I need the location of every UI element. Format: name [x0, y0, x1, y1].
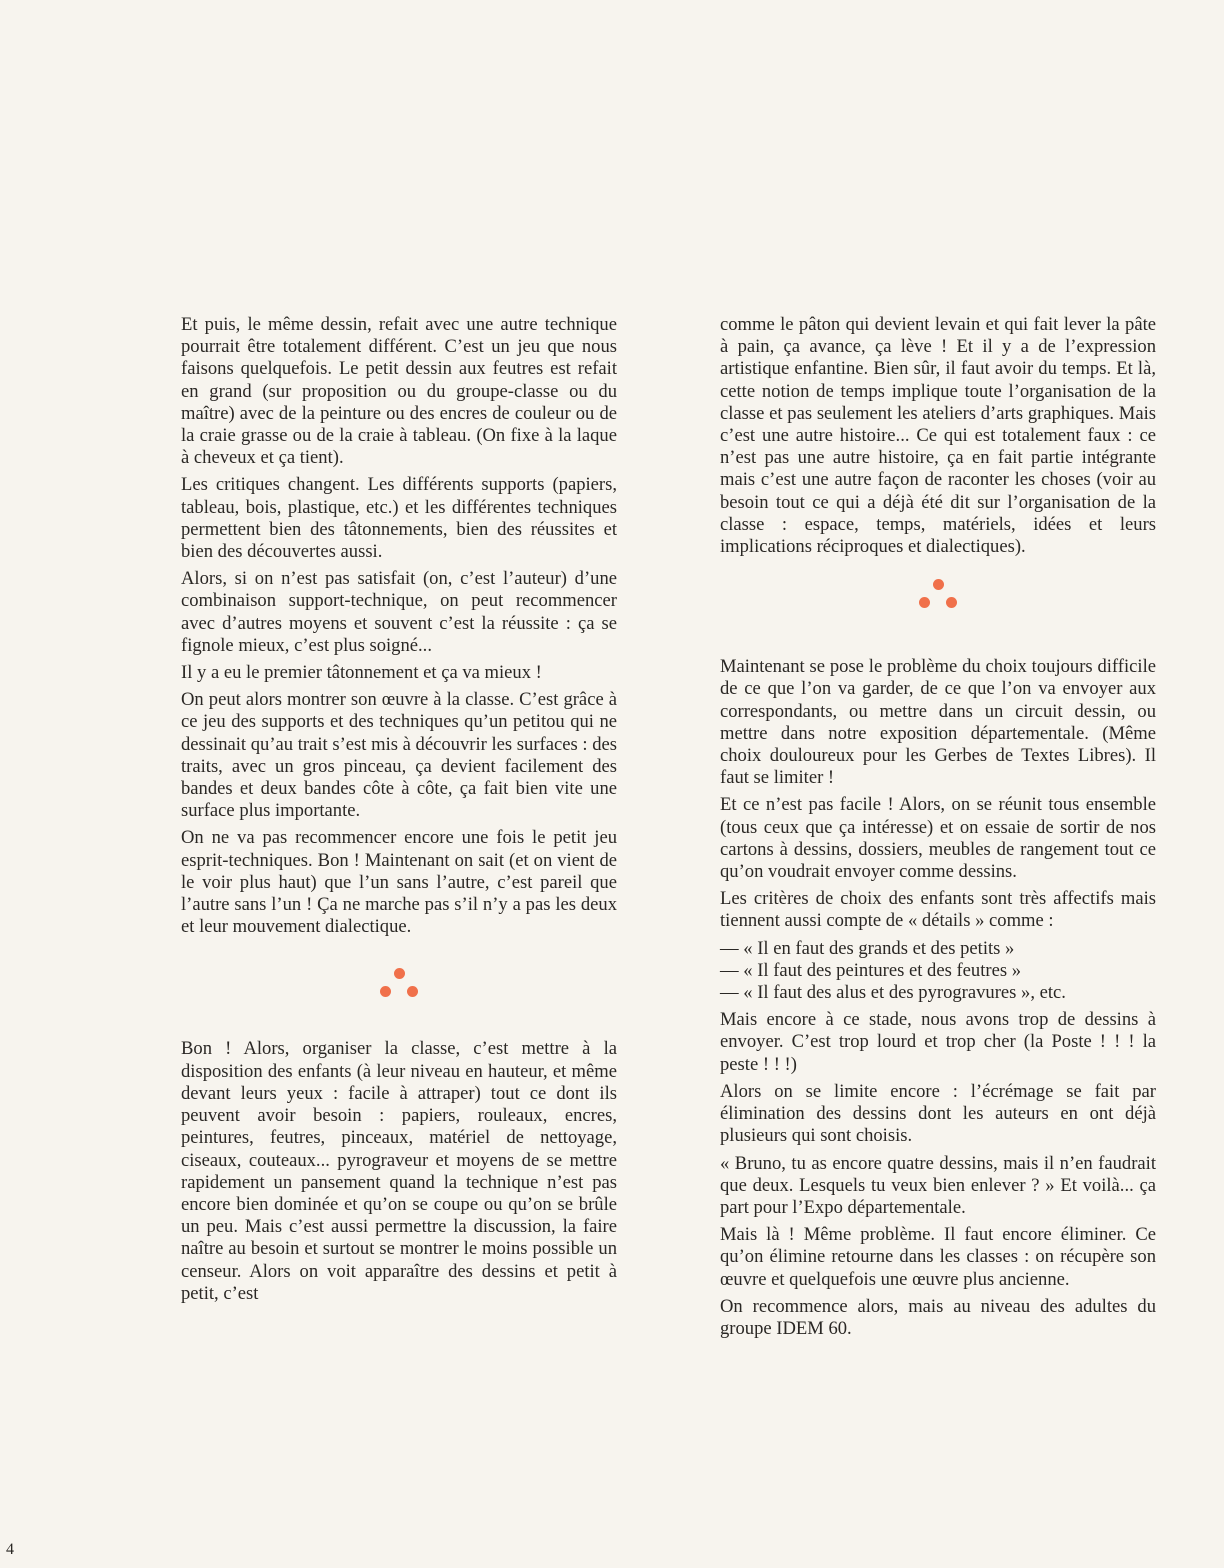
paragraph: Les critères de choix des enfants sont très affectifs mais tiennent aussi compte de « détails » comme : [720, 888, 1156, 932]
paragraph: « Bruno, tu as encore quatre dessins, mais il n’en faudrait que deux. Lesquels tu veux bien enlever ? » Et voilà... ça part pour l’Expo départementale. [720, 1152, 1156, 1218]
page-number: 4 [6, 1541, 14, 1558]
right-column [720, 314, 1156, 1345]
dot-icon [380, 986, 391, 997]
paragraph: Mais encore à ce stade, nous avons trop de dessins à envoyer. C’est trop lourd et trop cher (la Poste ! ! ! la peste ! ! !) [720, 1009, 1156, 1075]
paragraph: Les critiques changent. Les différents supports (papiers, tableau, bois, plastique, etc.) et les différentes techniques permettent bien des tâtonnements, bien des réussites et bien des découvertes aussi. [181, 474, 617, 563]
dot-icon [919, 597, 930, 608]
paragraph: Maintenant se pose le problème du choix toujours difficile de ce que l’on va garder, de ce que l’on va envoyer aux correspondants, ou mettre dans un circuit dessin, ou mettre dans notre exposition départementale. (Même choix douloureux pour les Gerbes de Textes Libres). Il faut se limiter ! [720, 656, 1156, 789]
dot-icon [933, 579, 944, 590]
paragraph: Alors on se limite encore : l’écrémage se fait par élimination des dessins dont les auteurs en ont déjà plusieurs qui sont choisis. [720, 1080, 1156, 1147]
paragraph: Bon ! Alors, organiser la classe, c’est mettre à la disposition des enfants (à leur niveau en hauteur, et même devant leurs yeux : facile à attraper) tout ce dont ils peuvent avoir besoin : papiers, rouleaux, encres, peintures, feutres, pinceaux, matériel de nettoyage, ciseaux, couteaux... pyrograveur et moyens de se mettre rapidement un pansement quand la technique n’est pas encore bien dominée et qu’on se coupe ou qu’on se brûle un peu. Mais c’est aussi permettre la discussion, la faire naître au besoin et surtout se montrer le moins possible un censeur. Alors on voit apparaître des dessins et petit à petit, c’est [181, 1038, 617, 1304]
paragraph: Et ce n’est pas facile ! Alors, on se réunit tous ensemble (tous ceux que ça intéresse) et on essaie de sortir de nos cartons à dessins, dossiers, meubles de rangement tout ce qu’on voudrait envoyer comme dessins. [720, 794, 1156, 883]
dot-icon [946, 597, 957, 608]
dash-list-item: — « Il faut des alus et des pyrogravures », etc. [720, 982, 1066, 1004]
three-dot-separator-icon [379, 968, 419, 1002]
paragraph: Alors, si on n’est pas satisfait (on, c’est l’auteur) d’une combinaison support-technique, on peut recommencer avec d’autres moyens et souvent c’est la réussite : ça se fignole mieux, c’est plus soigné... [181, 568, 617, 656]
paragraph: Mais là ! Même problème. Il faut encore éliminer. Ce qu’on élimine retourne dans les classes : on récupère son œuvre et quelquefois une œuvre plus ancienne. [720, 1224, 1156, 1290]
paragraph: comme le pâton qui devient levain et qui fait lever la pâte à pain, ça avance, ça lève ! Et il y a de l’expression artistique enfantine. Bien sûr, il faut avoir du temps. Et là, cette notion de temps implique toute l’organisation de la classe et pas seulement les ateliers d’arts graphiques. Mais c’est une autre histoire... Ce qui est totalement faux : ce n’est pas une autre histoire, ça en fait partie intégrante mais c’est une autre façon de raconter les choses (voir au besoin tout ce qui a déjà été dit sur l’organisation de la classe : espace, temps, matériels, idées et leurs implications réciproques et dialectiques). [720, 314, 1156, 558]
dash-list-item: — « Il faut des peintures et des feutres » [720, 959, 1022, 981]
dash-list-item: — « Il en faut des grands et des petits » [720, 937, 1015, 959]
paragraph: Et puis, le même dessin, refait avec une autre technique pourrait être totalement différent. C’est un jeu que nous faisons quelquefois. Le petit dessin aux feutres est refait en grand (sur proposition ou du groupe-classe ou du maître) avec de la peinture ou des encres de couleur ou de la craie grasse ou de la craie à tableau. (On fixe à la laque à cheveux et ça tient). [181, 314, 617, 469]
paragraph: Il y a eu le premier tâtonnement et ça va mieux ! [181, 662, 542, 684]
left-column [181, 314, 617, 1310]
paragraph: On ne va pas recommencer encore une fois le petit jeu esprit-techniques. Bon ! Maintenant on sait (et on vient de le voir plus haut) que l’un sans l’autre, c’est pareil que l’autre sans l’un ! Ça ne marche pas s’il n’y a pas les deux et leur mouvement dialectique. [181, 827, 617, 938]
dot-icon [394, 968, 405, 979]
paragraph: On recommence alors, mais au niveau des adultes du groupe IDEM 60. [720, 1295, 1156, 1339]
three-dot-separator-icon [918, 579, 958, 613]
dot-icon [407, 986, 418, 997]
paragraph: On peut alors montrer son œuvre à la classe. C’est grâce à ce jeu des supports et des techniques qu’un petitou qui ne dessinait qu’au trait s’est mis à découvrir les surfaces : des traits, avec un gros pinceau, ça devient facilement des bandes et deux bandes côte à côte, ça fait bien vite une surface plus importante. [181, 689, 617, 822]
